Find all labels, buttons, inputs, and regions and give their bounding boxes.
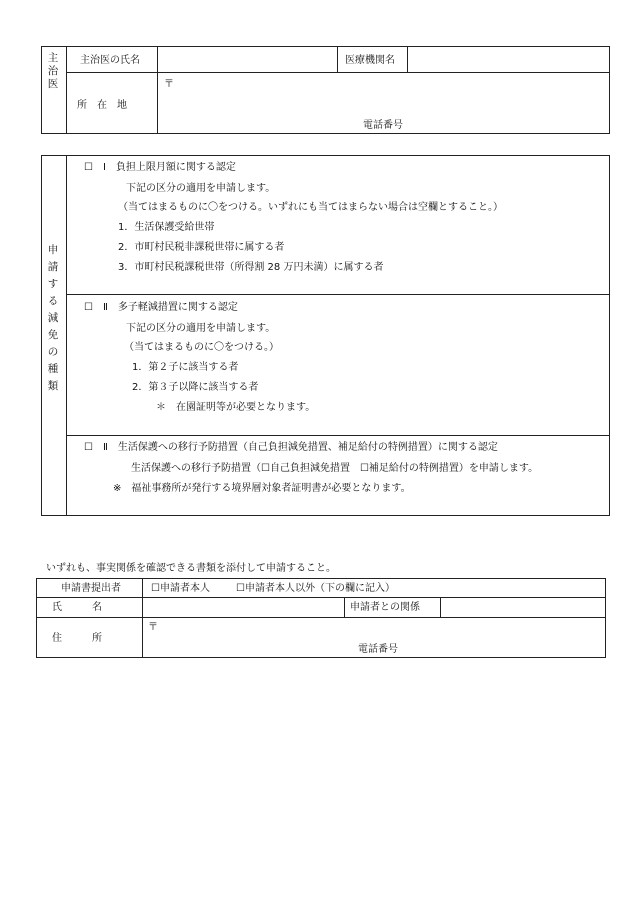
section3-checkbox-title[interactable]: ☐ Ⅱ 生活保護への移行予防措置（自己負担減免措置、補足給付の特例措置）に関する認定: [84, 442, 498, 453]
physician-postal-mark: 〒: [164, 79, 174, 90]
submitter-phone-label: 電話番号: [358, 644, 398, 655]
reduction-side-label: [46, 242, 60, 395]
side-char: 申: [47, 244, 59, 256]
submitter-address-field[interactable]: [160, 619, 604, 643]
section2-checkbox-title[interactable]: ☐ Ⅱ 多子軽減措置に関する認定: [84, 302, 238, 313]
submitter-address-label: 住 所: [52, 633, 102, 644]
section2-intro: 下記の区分の適用を申請します。: [126, 323, 276, 334]
section3-note: ※ 福祉事務所が発行する境界層対象者証明書が必要となります。: [113, 483, 411, 494]
side-char: す: [47, 278, 59, 290]
side-char: 免: [47, 329, 59, 341]
side-char: 請: [47, 261, 59, 273]
institution-field[interactable]: [408, 47, 609, 71]
section1-item[interactable]: 1．生活保護受給世帯: [118, 222, 215, 233]
physician-divider-row: [66, 72, 610, 73]
section2-subnote: ＊ 在園証明等が必要となります。: [156, 402, 316, 413]
side-char: 医: [47, 78, 59, 91]
submitter-divider-row2: [36, 617, 606, 618]
section2-item[interactable]: 2．第３子以降に該当する者: [132, 382, 259, 393]
institution-label: 医療機関名: [345, 55, 395, 66]
section1-item[interactable]: 3．市町村民税課税世帯（所得割 28 万円未満）に属する者: [118, 262, 384, 273]
side-char: 減: [47, 312, 59, 324]
reduction-divider-1: [66, 294, 610, 295]
section1-note: （当てはまるものに〇をつける。いずれにも当てはまらない場合は空欄とすること。）: [118, 202, 503, 213]
side-char: 種: [47, 363, 59, 375]
submitter-postal-mark: 〒: [148, 622, 158, 633]
submitter-option-other[interactable]: ☐申請者本人以外（下の欄に記入）: [236, 583, 395, 594]
physician-divider-institution: [337, 46, 338, 72]
side-char: 治: [47, 65, 59, 78]
submitter-name-label: 氏 名: [52, 602, 102, 613]
physician-divider-side: [66, 46, 67, 134]
physician-address-label: 所 在 地: [77, 100, 127, 111]
section2-item[interactable]: 1．第２子に該当する者: [132, 362, 239, 373]
submitter-divider-label: [142, 578, 143, 658]
section1-item[interactable]: 2．市町村民税非課税世帯に属する者: [118, 242, 285, 253]
physician-name-field[interactable]: [158, 47, 336, 71]
submitter-name-field[interactable]: [143, 598, 343, 616]
physician-phone-label: 電話番号: [363, 120, 403, 131]
submitter-option-self[interactable]: ☐申請者本人: [151, 583, 210, 594]
submitter-divider-relation: [344, 597, 345, 617]
section1-intro: 下記の区分の適用を申請します。: [126, 183, 276, 194]
reduction-divider-2: [66, 435, 610, 436]
relation-field[interactable]: [441, 598, 605, 616]
physician-name-label: 主治医の氏名: [80, 55, 140, 66]
section1-checkbox-title[interactable]: ☐ Ⅰ 負担上限月額に関する認定: [84, 162, 236, 173]
physician-side-label: [46, 52, 60, 91]
attachment-notice: いずれも、事実関係を確認できる書類を添付して申請すること。: [46, 563, 336, 574]
reduction-divider-side: [66, 155, 67, 516]
section3-line[interactable]: 生活保護への移行予防措置（☐自己負担減免措置 ☐補足給付の特例措置）を申請します。: [131, 463, 539, 474]
side-char: 類: [47, 380, 59, 392]
side-char: る: [47, 295, 59, 307]
side-char: の: [47, 346, 59, 358]
section2-note: （当てはまるものに〇をつける。）: [124, 342, 279, 353]
physician-address-field[interactable]: [176, 74, 608, 118]
submitter-label: 申請書提出者: [61, 583, 121, 594]
side-char: 主: [47, 52, 59, 64]
relation-label: 申請者との関係: [350, 602, 420, 613]
